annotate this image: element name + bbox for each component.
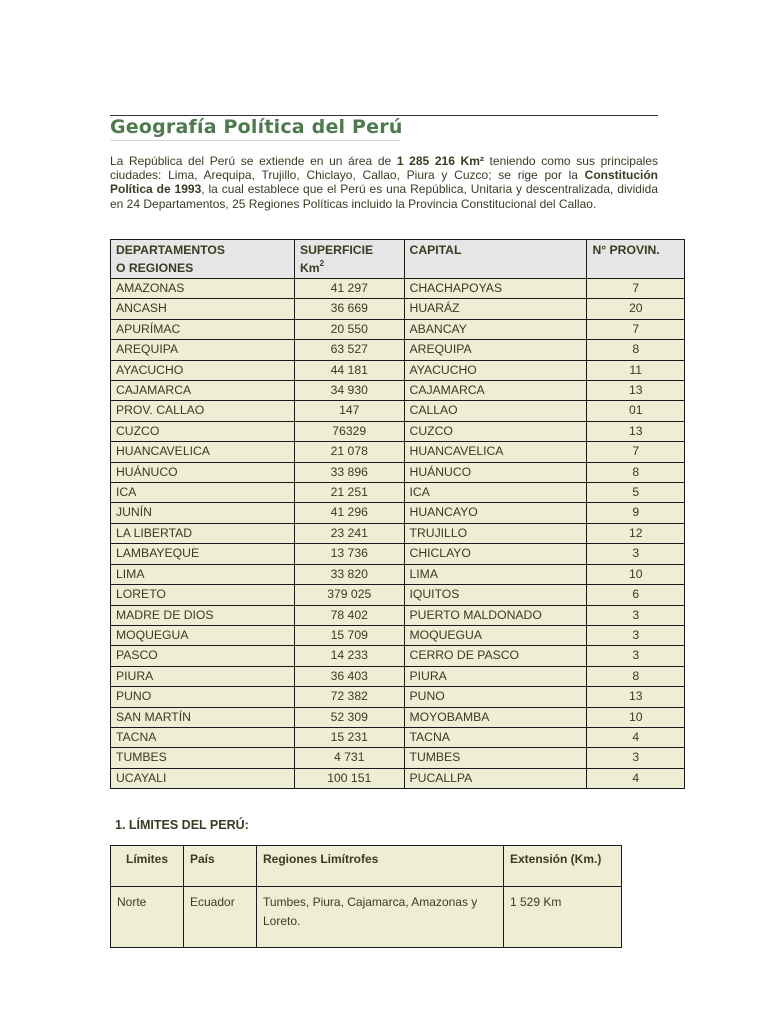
table-row	[111, 687, 685, 707]
header-departments-line2: O REGIONES	[116, 261, 194, 275]
capital-cell: HUARÁZ	[404, 299, 587, 319]
table-row	[111, 421, 685, 441]
area-cell: 14 233	[294, 646, 404, 666]
provinces-cell: 3	[587, 646, 685, 666]
table-row	[111, 299, 685, 319]
area-cell: 147	[294, 401, 404, 421]
provinces-cell: 8	[587, 340, 685, 360]
table-row	[111, 646, 685, 666]
provinces-cell: 9	[587, 503, 685, 523]
provinces-cell: 13	[587, 381, 685, 401]
table-row	[111, 585, 685, 605]
provinces-cell: 3	[587, 625, 685, 645]
provinces-cell: 01	[587, 401, 685, 421]
provinces-cell: 7	[587, 279, 685, 299]
department-cell: ANCASH	[111, 299, 295, 319]
limits-header-country: País	[184, 846, 257, 887]
department-cell: PIURA	[111, 666, 295, 686]
capital-cell: IQUITOS	[404, 585, 587, 605]
provinces-cell: 12	[587, 523, 685, 543]
provinces-cell: 10	[587, 707, 685, 727]
capital-cell: MOYOBAMBA	[404, 707, 587, 727]
capital-cell: AYACUCHO	[404, 360, 587, 380]
table-row	[111, 340, 685, 360]
area-cell: 21 078	[294, 442, 404, 462]
header-provinces: N° PROVIN.	[587, 240, 685, 279]
department-cell: CUZCO	[111, 421, 295, 441]
area-cell: 23 241	[294, 523, 404, 543]
capital-cell: TUMBES	[404, 748, 587, 768]
area-cell: 33 820	[294, 564, 404, 584]
department-cell: UCAYALI	[111, 768, 295, 788]
intro-paragraph	[110, 154, 658, 211]
area-cell: 100 151	[294, 768, 404, 788]
department-cell: TUMBES	[111, 748, 295, 768]
header-area-line2: Km	[299, 261, 320, 275]
area-cell: 379 025	[294, 585, 404, 605]
page-title: Geografía Política del Perú	[110, 116, 403, 138]
capital-cell: ICA	[404, 483, 587, 503]
area-cell: 44 181	[294, 360, 404, 380]
table-row	[111, 707, 685, 727]
capital-cell: PIURA	[404, 666, 587, 686]
departments-header-row	[111, 240, 685, 279]
table-row	[111, 503, 685, 523]
department-cell: HUANCAVELICA	[111, 442, 295, 462]
department-cell: ICA	[111, 483, 295, 503]
table-row	[111, 462, 685, 482]
table-row	[111, 544, 685, 564]
limits-header-extension: Extensión (Km.)	[504, 846, 622, 887]
area-cell: 20 550	[294, 319, 404, 339]
provinces-cell: 8	[587, 462, 685, 482]
table-row	[111, 360, 685, 380]
department-cell: PUNO	[111, 687, 295, 707]
provinces-cell: 13	[587, 687, 685, 707]
department-cell: PROV. CALLAO	[111, 401, 295, 421]
table-row	[111, 279, 685, 299]
provinces-cell: 13	[587, 421, 685, 441]
capital-cell: HUANCAVELICA	[404, 442, 587, 462]
table-row	[111, 442, 685, 462]
area-cell: 21 251	[294, 483, 404, 503]
provinces-cell: 7	[587, 319, 685, 339]
capital-cell: CALLAO	[404, 401, 587, 421]
provinces-cell: 11	[587, 360, 685, 380]
header-area	[294, 240, 404, 279]
area-cell: 72 382	[294, 687, 404, 707]
provinces-cell: 3	[587, 605, 685, 625]
intro-text-2: teniendo como sus principales ciudades: Lima, Arequipa, Trujillo, Chiclayo, Callao, Piura y Cuzco; se rige por la	[110, 154, 658, 183]
area-cell: 36 403	[294, 666, 404, 686]
intro-area: 1 285 216 Km²	[396, 154, 484, 168]
capital-cell: CERRO DE PASCO	[404, 646, 587, 666]
department-cell: LORETO	[111, 585, 295, 605]
area-cell: 15 231	[294, 727, 404, 747]
capital-cell: TRUJILLO	[404, 523, 587, 543]
provinces-cell: 7	[587, 442, 685, 462]
header-departments	[111, 240, 295, 279]
capital-cell: PUNO	[404, 687, 587, 707]
area-cell: 36 669	[294, 299, 404, 319]
capital-cell: ABANCAY	[404, 319, 587, 339]
capital-cell: PUCALLPA	[404, 768, 587, 788]
limits-table	[110, 845, 622, 948]
departments-table	[110, 239, 685, 789]
header-capital: CAPITAL	[404, 240, 587, 279]
provinces-cell: 5	[587, 483, 685, 503]
intro-constitution: Constitución Política de 1993	[110, 168, 658, 197]
capital-cell: CUZCO	[404, 421, 587, 441]
section-title: 1. LÍMITES DEL PERÚ:	[115, 818, 249, 832]
provinces-cell: 20	[587, 299, 685, 319]
department-cell: LAMBAYEQUE	[111, 544, 295, 564]
capital-cell: PUERTO MALDONADO	[404, 605, 587, 625]
provinces-cell: 10	[587, 564, 685, 584]
area-cell: 34 930	[294, 381, 404, 401]
provinces-cell: 3	[587, 544, 685, 564]
department-cell: AMAZONAS	[111, 279, 295, 299]
provinces-cell: 8	[587, 666, 685, 686]
capital-cell: LIMA	[404, 564, 587, 584]
limits-cell-country: Ecuador	[184, 887, 257, 948]
department-cell: HUÁNUCO	[111, 462, 295, 482]
area-cell: 76329	[294, 421, 404, 441]
provinces-cell: 4	[587, 727, 685, 747]
limits-cell-regions: Tumbes, Piura, Cajamarca, Amazonas y Loreto.	[257, 887, 504, 948]
capital-cell: HUANCAYO	[404, 503, 587, 523]
capital-cell: CHICLAYO	[404, 544, 587, 564]
header-departments-line1: DEPARTAMENTOS	[116, 243, 226, 257]
area-cell: 63 527	[294, 340, 404, 360]
limits-header-regions: Regiones Limítrofes	[257, 846, 504, 887]
area-cell: 41 297	[294, 279, 404, 299]
limits-header-limits: Límites	[111, 846, 184, 887]
table-row	[111, 768, 685, 788]
department-cell: LIMA	[111, 564, 295, 584]
header-area-sup: 2	[319, 259, 325, 268]
table-row	[111, 381, 685, 401]
department-cell: TACNA	[111, 727, 295, 747]
area-cell: 52 309	[294, 707, 404, 727]
table-row	[111, 727, 685, 747]
capital-cell: TACNA	[404, 727, 587, 747]
provinces-cell: 4	[587, 768, 685, 788]
area-cell: 15 709	[294, 625, 404, 645]
department-cell: AYACUCHO	[111, 360, 295, 380]
department-cell: PASCO	[111, 646, 295, 666]
table-row	[111, 401, 685, 421]
capital-cell: CAJAMARCA	[404, 381, 587, 401]
limits-header-row	[111, 846, 622, 887]
limits-cell-limit: Norte	[111, 887, 184, 948]
department-cell: AREQUIPA	[111, 340, 295, 360]
table-row	[111, 666, 685, 686]
title-underline	[110, 140, 400, 141]
department-cell: CAJAMARCA	[111, 381, 295, 401]
area-cell: 41 296	[294, 503, 404, 523]
department-cell: APURÍMAC	[111, 319, 295, 339]
table-row	[111, 319, 685, 339]
provinces-cell: 3	[587, 748, 685, 768]
department-cell: MOQUEGUA	[111, 625, 295, 645]
table-row	[111, 523, 685, 543]
department-cell: LA LIBERTAD	[111, 523, 295, 543]
area-cell: 78 402	[294, 605, 404, 625]
capital-cell: MOQUEGUA	[404, 625, 587, 645]
intro-text-3: , la cual establece que el Perú es una República, Unitaria y descentralizada, dividida en 24 Departamentos, 25 Regiones Políticas incluido la Provincia Constitucional del Callao.	[110, 182, 658, 211]
department-cell: MADRE DE DIOS	[111, 605, 295, 625]
table-row	[111, 564, 685, 584]
departments-body	[111, 279, 685, 789]
capital-cell: HUÁNUCO	[404, 462, 587, 482]
header-area-line1: SUPERFICIE	[299, 243, 374, 257]
capital-cell: AREQUIPA	[404, 340, 587, 360]
limits-cell-extension: 1 529 Km	[504, 887, 622, 948]
area-cell: 33 896	[294, 462, 404, 482]
table-row	[111, 483, 685, 503]
area-cell: 4 731	[294, 748, 404, 768]
table-row	[111, 605, 685, 625]
capital-cell: CHACHAPOYAS	[404, 279, 587, 299]
limits-row	[111, 887, 622, 948]
table-row	[111, 625, 685, 645]
provinces-cell: 6	[587, 585, 685, 605]
intro-text-1: La República del Perú se extiende en un área de	[110, 154, 397, 168]
department-cell: SAN MARTÍN	[111, 707, 295, 727]
table-row	[111, 748, 685, 768]
department-cell: JUNÍN	[111, 503, 295, 523]
area-cell: 13 736	[294, 544, 404, 564]
